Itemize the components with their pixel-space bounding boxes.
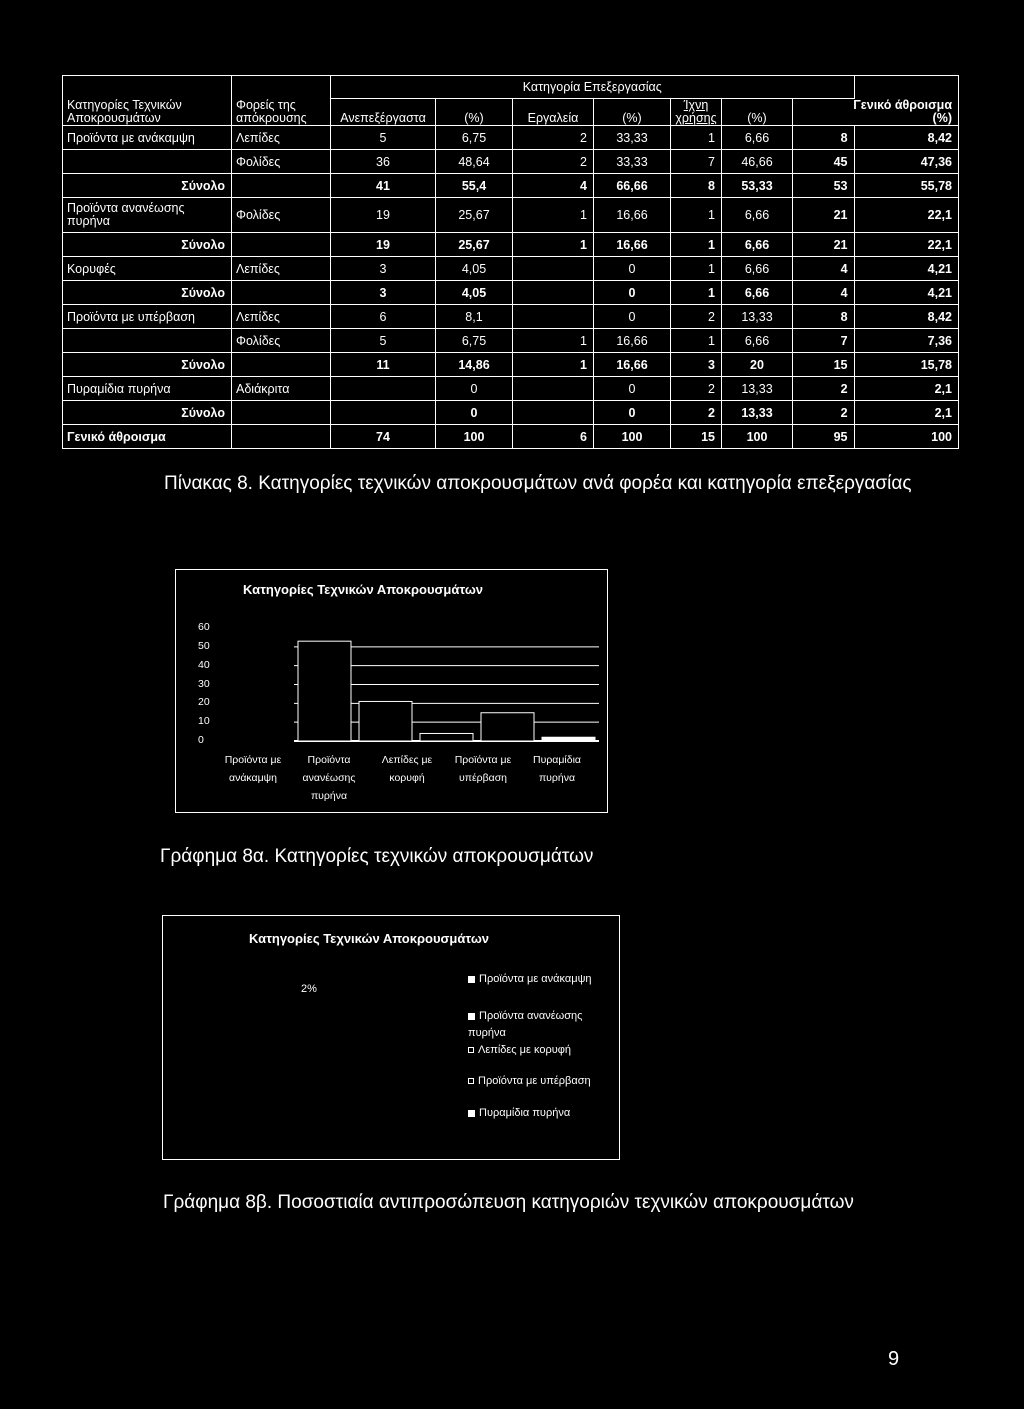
row-pct-traces: 100	[722, 425, 793, 449]
chart-b-caption: Γράφημα 8β. Ποσοστιαία αντιπροσώπευση κατηγοριών τεχνικών αποκρουσμάτων	[163, 1192, 854, 1213]
table-row	[63, 198, 959, 233]
row-pct-traces: 6,66	[722, 126, 793, 150]
data-table	[62, 75, 959, 449]
row-carrier: Λεπίδες	[232, 126, 331, 150]
header-unprocessed: Ανεπεξέργαστα	[331, 99, 436, 126]
row-category: Σύνολο	[63, 401, 232, 425]
x-category-label: Προϊόντα ανανέωσης πυρήνα	[302, 754, 356, 802]
header-tools: Εργαλεία	[513, 99, 594, 126]
y-tick-label: 0	[198, 734, 204, 746]
row-unprocessed: 3	[331, 257, 436, 281]
row-pct-unprocessed: 100	[436, 425, 513, 449]
row-total: 45	[793, 150, 855, 174]
row-category	[63, 329, 232, 353]
row-traces: 3	[671, 353, 722, 377]
legend-marker	[468, 976, 475, 983]
table-row	[63, 281, 959, 305]
bar-2	[359, 701, 412, 741]
row-unprocessed: 74	[331, 425, 436, 449]
row-traces: 7	[671, 150, 722, 174]
legend-label: Πυραμίδια πυρήνα	[479, 1107, 571, 1119]
row-category: Σύνολο	[63, 174, 232, 198]
row-pct-tools: 33,33	[594, 126, 671, 150]
row-pct-traces: 13,33	[722, 401, 793, 425]
row-tools: 1	[513, 198, 594, 233]
row-pct-unprocessed: 0	[436, 401, 513, 425]
table-caption: Πίνακας 8. Κατηγορίες τεχνικών αποκρουσμάτων ανά φορέα και κατηγορία επεξεργασίας	[164, 473, 912, 494]
table-row	[63, 126, 959, 150]
row-total: 4	[793, 281, 855, 305]
row-tools	[513, 401, 594, 425]
row-carrier: Φολίδες	[232, 198, 331, 233]
row-category: Προϊόντα με ανάκαμψη	[63, 126, 232, 150]
row-pct-traces: 13,33	[722, 305, 793, 329]
row-pct-traces: 6,66	[722, 281, 793, 305]
row-pct-traces: 53,33	[722, 174, 793, 198]
row-total: 95	[793, 425, 855, 449]
chart-a-caption: Γράφημα 8α. Κατηγορίες τεχνικών αποκρουσμάτων	[160, 846, 594, 867]
row-pct-tools: 0	[594, 377, 671, 401]
bar-chart-frame	[175, 569, 608, 813]
row-pct-traces: 20	[722, 353, 793, 377]
legend-marker	[468, 1013, 475, 1020]
legend-item	[468, 1105, 613, 1122]
row-total: 7	[793, 329, 855, 353]
bar-chart-title: Κατηγορίες Τεχνικών Αποκρουσμάτων	[243, 582, 484, 597]
header-carriers: Φορείς της απόκρουσης	[232, 99, 331, 126]
legend-item	[468, 971, 613, 988]
row-unprocessed: 6	[331, 305, 436, 329]
row-pct-unprocessed: 6,75	[436, 329, 513, 353]
row-pct-unprocessed: 14,86	[436, 353, 513, 377]
row-pct-tools: 100	[594, 425, 671, 449]
row-unprocessed	[331, 401, 436, 425]
row-pct-tools: 16,66	[594, 329, 671, 353]
row-traces: 2	[671, 377, 722, 401]
row-pct-unprocessed: 6,75	[436, 126, 513, 150]
row-category	[63, 150, 232, 174]
table-row	[63, 233, 959, 257]
row-unprocessed: 3	[331, 281, 436, 305]
row-carrier	[232, 353, 331, 377]
row-category: Σύνολο	[63, 233, 232, 257]
header-pct-tools: (%)	[594, 99, 671, 126]
row-total: 53	[793, 174, 855, 198]
y-tick-label: 10	[198, 715, 210, 728]
row-carrier	[232, 233, 331, 257]
pie-chart-frame	[162, 915, 620, 1160]
table-row	[63, 174, 959, 198]
bar-5	[542, 737, 595, 741]
row-total-pct: 4,21	[854, 257, 958, 281]
row-pct-traces: 6,66	[722, 329, 793, 353]
row-total: 2	[793, 401, 855, 425]
row-pct-tools: 33,33	[594, 150, 671, 174]
pie-slice-label: 2%	[301, 983, 317, 995]
row-category: Γενικό άθροισμα	[63, 425, 232, 449]
row-total-pct: 55,78	[854, 174, 958, 198]
row-traces: 2	[671, 305, 722, 329]
row-carrier: Φολίδες	[232, 329, 331, 353]
y-tick-label: 20	[198, 696, 210, 709]
header-traces: Ίχνη χρήσης	[671, 99, 722, 126]
header-pct-traces: (%)	[722, 99, 793, 126]
row-pct-tools: 16,66	[594, 198, 671, 233]
legend-item	[468, 1008, 613, 1042]
row-carrier	[232, 425, 331, 449]
row-unprocessed: 19	[331, 198, 436, 233]
row-total-pct: 47,36	[854, 150, 958, 174]
row-unprocessed	[331, 377, 436, 401]
table-row	[63, 377, 959, 401]
row-total-pct: 15,78	[854, 353, 958, 377]
row-total-pct: 8,42	[854, 305, 958, 329]
row-pct-traces: 13,33	[722, 377, 793, 401]
legend-marker	[468, 1078, 474, 1084]
header-categories: Κατηγορίες Τεχνικών Αποκρουσμάτων	[63, 99, 232, 126]
legend-marker	[468, 1047, 474, 1053]
row-carrier	[232, 401, 331, 425]
row-category: Σύνολο	[63, 353, 232, 377]
legend-label: Προϊόντα με υπέρβαση	[478, 1075, 591, 1087]
y-tick-label: 30	[198, 677, 210, 690]
row-pct-unprocessed: 0	[436, 377, 513, 401]
row-traces: 8	[671, 174, 722, 198]
legend-item	[468, 1073, 613, 1090]
row-total-pct: 7,36	[854, 329, 958, 353]
row-tools: 1	[513, 353, 594, 377]
row-traces: 1	[671, 233, 722, 257]
row-tools	[513, 305, 594, 329]
row-pct-unprocessed: 4,05	[436, 257, 513, 281]
row-traces: 1	[671, 329, 722, 353]
row-carrier	[232, 174, 331, 198]
row-total-pct: 4,21	[854, 281, 958, 305]
group-header: Κατηγορία Επεξεργασίας	[331, 76, 855, 99]
row-traces: 1	[671, 198, 722, 233]
row-unprocessed: 19	[331, 233, 436, 257]
row-unprocessed: 41	[331, 174, 436, 198]
y-tick-label: 40	[198, 658, 210, 671]
bar-4	[481, 713, 534, 741]
row-pct-traces: 6,66	[722, 198, 793, 233]
row-traces: 15	[671, 425, 722, 449]
y-tick-label: 60	[198, 621, 210, 633]
row-unprocessed: 11	[331, 353, 436, 377]
row-total: 21	[793, 198, 855, 233]
table-row	[63, 353, 959, 377]
row-pct-tools: 66,66	[594, 174, 671, 198]
row-total-pct: 8,42	[854, 126, 958, 150]
legend-label: Προϊόντα ανανέωσης πυρήνα	[468, 1010, 583, 1039]
legend-item	[468, 1042, 613, 1059]
row-total: 4	[793, 257, 855, 281]
row-traces: 1	[671, 126, 722, 150]
row-pct-tools: 0	[594, 257, 671, 281]
row-total: 2	[793, 377, 855, 401]
row-total-pct: 22,1	[854, 233, 958, 257]
row-category: Προϊόντα με υπέρβαση	[63, 305, 232, 329]
header-pct-unprocessed: (%)	[436, 99, 513, 126]
table-row	[63, 401, 959, 425]
row-total-pct: 22,1	[854, 198, 958, 233]
row-tools: 4	[513, 174, 594, 198]
x-category-label: Προϊόντα με ανάκαμψη	[224, 754, 282, 784]
row-total-pct: 2,1	[854, 377, 958, 401]
legend-label: Λεπίδες με κορυφή	[478, 1044, 571, 1056]
row-total: 15	[793, 353, 855, 377]
row-tools: 6	[513, 425, 594, 449]
row-category: Προϊόντα ανανέωσης πυρήνα	[63, 198, 232, 233]
bar-3	[420, 733, 473, 741]
row-tools: 1	[513, 233, 594, 257]
row-total-pct: 100	[854, 425, 958, 449]
row-pct-tools: 16,66	[594, 233, 671, 257]
row-category: Πυραμίδια πυρήνα	[63, 377, 232, 401]
row-tools: 1	[513, 329, 594, 353]
row-traces: 2	[671, 401, 722, 425]
row-pct-tools: 0	[594, 401, 671, 425]
row-pct-tools: 0	[594, 305, 671, 329]
row-carrier: Φολίδες	[232, 150, 331, 174]
table-row	[63, 329, 959, 353]
row-tools: 2	[513, 150, 594, 174]
row-carrier	[232, 281, 331, 305]
row-tools: 2	[513, 126, 594, 150]
row-carrier: Λεπίδες	[232, 305, 331, 329]
row-pct-unprocessed: 48,64	[436, 150, 513, 174]
row-unprocessed: 5	[331, 126, 436, 150]
row-pct-unprocessed: 25,67	[436, 198, 513, 233]
x-category-label: Λεπίδες με κορυφή	[381, 754, 433, 784]
x-category-label: Πυραμίδια πυρήνα	[533, 754, 581, 784]
row-total: 8	[793, 305, 855, 329]
row-pct-traces: 6,66	[722, 233, 793, 257]
row-tools	[513, 257, 594, 281]
y-tick-label: 50	[198, 639, 210, 652]
row-tools	[513, 377, 594, 401]
row-pct-unprocessed: 25,67	[436, 233, 513, 257]
row-pct-tools: 0	[594, 281, 671, 305]
row-category: Σύνολο	[63, 281, 232, 305]
table-row	[63, 257, 959, 281]
table-row	[63, 425, 959, 449]
row-pct-unprocessed: 55,4	[436, 174, 513, 198]
row-unprocessed: 5	[331, 329, 436, 353]
row-traces: 1	[671, 257, 722, 281]
row-unprocessed: 36	[331, 150, 436, 174]
row-total: 8	[793, 126, 855, 150]
header-total: Γενικό άθροισμα (%)	[793, 99, 959, 126]
bar-1	[298, 641, 351, 741]
page-number: 9	[888, 1348, 900, 1370]
x-category-label: Προϊόντα με υπέρβαση	[454, 754, 512, 784]
row-pct-traces: 46,66	[722, 150, 793, 174]
table-row	[63, 305, 959, 329]
row-tools	[513, 281, 594, 305]
row-pct-tools: 16,66	[594, 353, 671, 377]
row-pct-traces: 6,66	[722, 257, 793, 281]
row-total-pct: 2,1	[854, 401, 958, 425]
row-category: Κορυφές	[63, 257, 232, 281]
row-pct-unprocessed: 8,1	[436, 305, 513, 329]
row-carrier: Λεπίδες	[232, 257, 331, 281]
legend-label: Προϊόντα με ανάκαμψη	[479, 973, 592, 985]
legend-marker	[468, 1110, 475, 1117]
row-pct-unprocessed: 4,05	[436, 281, 513, 305]
row-carrier: Αδιάκριτα	[232, 377, 331, 401]
row-traces: 1	[671, 281, 722, 305]
row-total: 21	[793, 233, 855, 257]
table-row	[63, 150, 959, 174]
pie-chart-title: Κατηγορίες Τεχνικών Αποκρουσμάτων	[249, 931, 490, 946]
